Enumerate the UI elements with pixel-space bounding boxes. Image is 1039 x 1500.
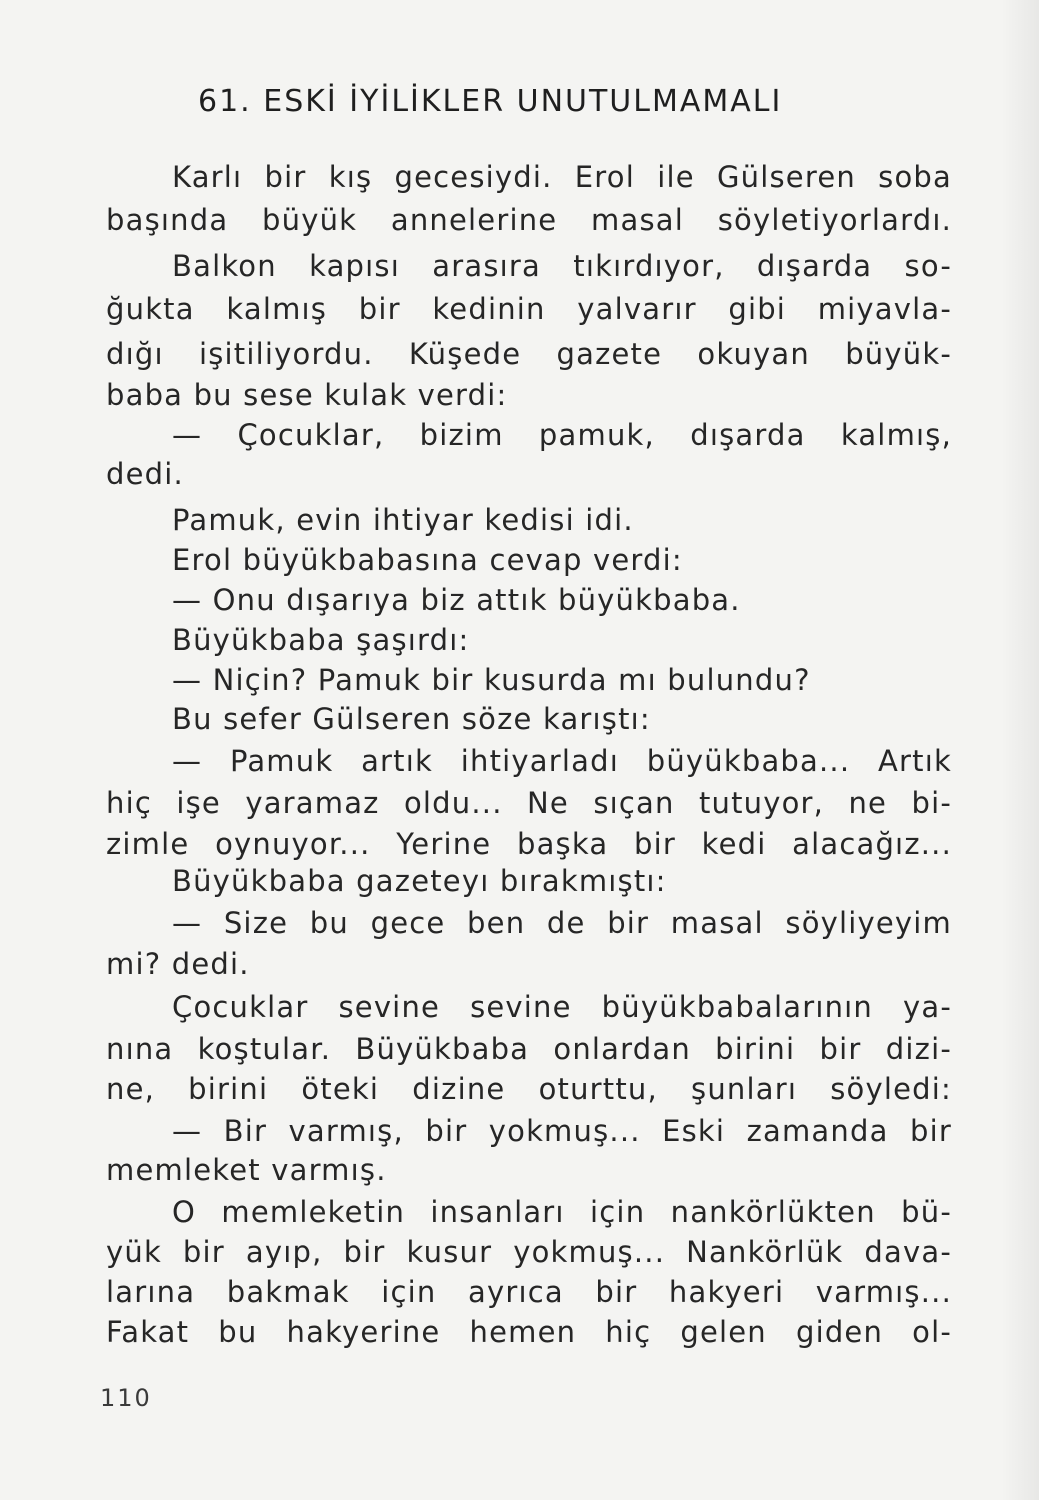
page-number: 110 xyxy=(100,1384,152,1412)
page-shadow xyxy=(1001,0,1039,1500)
text-line-17: zimle oynuyor... Yerine başka bir kedi alacağız... xyxy=(106,827,952,861)
text-line-13: — Niçin? Pamuk bir kusurda mı bulundu? xyxy=(172,663,811,697)
text-line-8: dedi. xyxy=(106,457,184,491)
text-line-1: Karlı bir kış gecesiydi. Erol ile Gülseren soba xyxy=(172,160,952,194)
text-line-12: Büyükbaba şaşırdı: xyxy=(172,623,470,657)
text-line-27: yük bir ayıp, bir kusur yokmuş... Nankörlük dava- xyxy=(106,1235,952,1269)
text-line-11: — Onu dışarıya biz attık büyükbaba. xyxy=(172,583,741,617)
text-line-10: Erol büyükbabasına cevap verdi: xyxy=(172,543,683,577)
text-line-24: — Bir varmış, bir yokmuş... Eski zamanda bir xyxy=(172,1114,952,1148)
text-line-7: — Çocuklar, bizim pamuk, dışarda kalmış, xyxy=(172,418,952,452)
text-line-15: — Pamuk artık ihtiyarladı büyükbaba... Artık xyxy=(172,744,952,778)
text-line-26: O memleketin insanları için nankörlükten bü- xyxy=(172,1195,952,1229)
text-line-14: Bu sefer Gülseren söze karıştı: xyxy=(172,702,651,736)
text-line-19: — Size bu gece ben de bir masal söyliyeyim xyxy=(172,906,952,940)
text-line-18: Büyükbaba gazeteyı bırakmıştı: xyxy=(172,864,667,898)
text-line-21: Çocuklar sevine sevine büyükbabalarının ya- xyxy=(172,990,952,1024)
text-line-9: Pamuk, evin ihtiyar kedisi idi. xyxy=(172,503,634,537)
text-line-5: dığı işitiliyordu. Küşede gazete okuyan büyük- xyxy=(106,337,952,371)
text-line-29: Fakat bu hakyerine hemen hiç gelen giden ol- xyxy=(106,1315,952,1349)
text-line-3: Balkon kapısı arasıra tıkırdıyor, dışarda so- xyxy=(172,249,952,283)
chapter-title: 61. ESKİ İYİLİKLER UNUTULMAMALI xyxy=(198,84,783,119)
text-line-16: hiç işe yaramaz oldu... Ne sıçan tutuyor, ne bi- xyxy=(106,786,952,820)
text-line-25: memleket varmış. xyxy=(106,1153,387,1187)
text-line-4: ğukta kalmış bir kedinin yalvarır gibi miyavla- xyxy=(106,292,952,326)
text-line-23: ne, birini öteki dizine oturttu, şunları söyledi: xyxy=(106,1072,952,1106)
text-line-20: mi? dedi. xyxy=(106,947,250,981)
text-line-6: baba bu sese kulak verdi: xyxy=(106,378,508,412)
text-line-2: başında büyük annelerine masal söyletiyorlardı. xyxy=(106,203,952,237)
text-line-28: larına bakmak için ayrıca bir hakyeri varmış... xyxy=(106,1275,952,1309)
text-line-22: nına koştular. Büyükbaba onlardan birini bir dizi- xyxy=(106,1032,952,1066)
